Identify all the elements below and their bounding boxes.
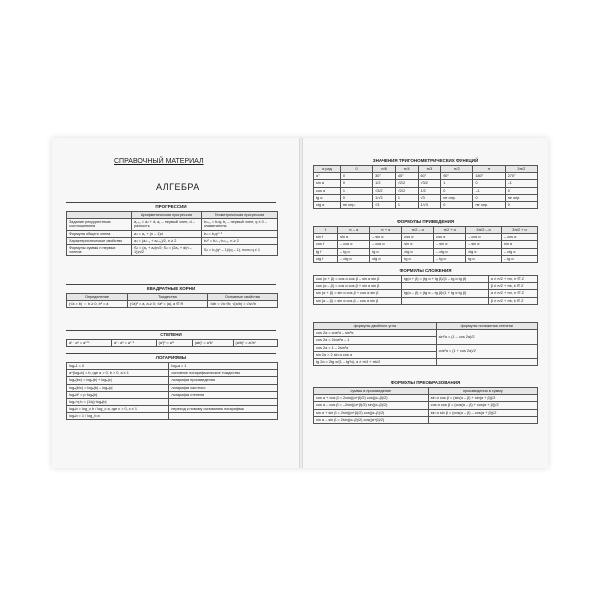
- transform-row: [314, 416, 538, 423]
- transform-cell: sin α – sin β = 2sin((α–β)/2) cos((α+β)/2): [314, 416, 429, 423]
- reduction-cell: – ctg α: [501, 248, 537, 255]
- transform-row: [314, 402, 538, 409]
- logs-title: ЛОГАРИФМЫ: [155, 355, 187, 360]
- reduction-cell: cos α: [402, 234, 434, 241]
- trig-cell: 180°: [473, 173, 505, 180]
- trig-cell: 30°: [373, 173, 396, 180]
- trig-header-cell: α рад: [314, 166, 341, 173]
- trig-cell: 1: [395, 201, 418, 208]
- transform-cell: sin α sin β = (cos(α – β) – cos(α + β))/2: [428, 409, 537, 416]
- reduction-header-cell: π + α: [370, 227, 402, 234]
- reduction-header-cell: π – α: [338, 227, 370, 234]
- open-notebook: [52, 138, 548, 468]
- logs-cell: logₐ1 = 0: [67, 363, 169, 370]
- addition-cell: tg(α + β) = (tg α + tg β)/(1 – tg α tg β): [402, 276, 489, 283]
- progressions-cell: Формулы суммы n первых членов: [67, 244, 132, 255]
- powers-cell: (a/b)ʳ = aʳ/bʳ: [233, 340, 277, 347]
- trig-header-cell: 3π/2: [505, 166, 537, 173]
- reduction-cell: – cos α: [501, 234, 537, 241]
- double-header-row: [314, 323, 538, 330]
- progressions-cell: Формула общего члена: [67, 230, 132, 237]
- divider: [66, 353, 276, 354]
- double-row: [314, 330, 538, 337]
- progressions-row: [67, 237, 278, 244]
- reduction-cell: – sin α: [434, 241, 466, 248]
- progressions-header-row: [67, 212, 278, 219]
- logs-row: [67, 406, 278, 413]
- reduction-header-cell: π/2 – α: [402, 227, 434, 234]
- transform-cell: cos α + cos β = 2cos((α+β)/2) cos((α–β)/2): [314, 395, 429, 402]
- logs-cell: логарифм степени: [169, 391, 278, 398]
- logs-row: [67, 384, 278, 391]
- trig-cell: 0: [340, 194, 372, 201]
- reduction-row: [314, 248, 538, 255]
- trig-header-cell: 0: [340, 166, 372, 173]
- reduction-cell: sin f: [314, 234, 338, 241]
- addition-cell: sin (α + β) = sin α cos β + cos α sin β: [314, 290, 402, 297]
- double-cell-empty: [436, 358, 537, 365]
- progressions-table: [66, 211, 278, 256]
- trig-cell: √3: [373, 201, 396, 208]
- trig-values-title: ЗНАЧЕНИЯ ТРИГОНОМЕТРИЧЕСКИХ ФУНКЦИЙ: [372, 158, 479, 163]
- roots-row: [67, 301, 278, 308]
- reduction-table: [313, 226, 538, 263]
- trig-cell: tg α: [314, 194, 341, 201]
- progressions-cell: aₙ = (aₙ₋₁ + aₙ₊₁)/2, n ≥ 2: [131, 237, 201, 244]
- powers-cell: (aʳ)ˢ = aʳˢ: [156, 340, 192, 347]
- powers-title: СТЕПЕНИ: [160, 332, 182, 337]
- logs-cell: логарифм частного: [169, 384, 278, 391]
- reduction-cell: – sin α: [370, 234, 402, 241]
- reduction-title: ФОРМУЛЫ ПРИВЕДЕНИЯ: [396, 219, 455, 224]
- logs-row: [67, 363, 278, 370]
- addition-table: [313, 275, 538, 305]
- progressions-cell: Характеристическое свойство: [67, 237, 132, 244]
- reduction-cell: – sin α: [466, 241, 502, 248]
- reduction-cell: – tg α: [501, 255, 537, 262]
- reduction-header-cell: 3π/2 – α: [466, 227, 502, 234]
- addition-cell: cos (α – β) = cos α cos β + sin α sin β: [314, 283, 402, 290]
- trig-row: [314, 187, 538, 194]
- trig-cell: 60°: [418, 173, 441, 180]
- trig-values-table: [313, 165, 538, 209]
- trig-header-row: [314, 166, 538, 173]
- progressions-header-cell: Арифметическая прогрессия: [131, 212, 201, 219]
- logs-cell: logₐa = 1: [169, 363, 278, 370]
- reduction-cell: cos f: [314, 241, 338, 248]
- addition-cell: sin (α – β) = sin α cos β – cos α sin β: [314, 297, 402, 304]
- double-header-cell: формулы понижения степени: [436, 323, 537, 330]
- trig-cell: √3: [418, 194, 441, 201]
- transform-cell: cos α – cos β = –2sin((α+β)/2) sin((α–β)/2): [314, 402, 429, 409]
- progressions-cell: bₙ₊₁ = bₙq; b₁ – первый член, q ≠ 0 – знаменатель: [201, 219, 277, 230]
- trig-cell: √3/2: [373, 187, 396, 194]
- trig-cell: не опр.: [473, 201, 505, 208]
- reduction-cell: tg f: [314, 248, 338, 255]
- trig-cell: α°: [314, 173, 341, 180]
- reduction-cell: – tg α: [338, 248, 370, 255]
- progressions-header-cell: Геометрическая прогрессия: [201, 212, 277, 219]
- logs-row: [67, 391, 278, 398]
- transform-cell: [428, 416, 537, 423]
- double-cell: sin 2α = 2 sin α cos α: [314, 351, 437, 358]
- roots-header-cell: Тождества: [127, 294, 207, 301]
- roots-header-cell: Основные свойства: [207, 294, 277, 301]
- powers-table: [66, 339, 278, 347]
- addition-row: [314, 283, 538, 290]
- trig-cell: 90°: [441, 173, 473, 180]
- progressions-cell: aₙ = a₁ + (n – 1)d: [131, 230, 201, 237]
- reduction-cell: sin α: [402, 241, 434, 248]
- addition-row: [314, 276, 538, 283]
- addition-cell: β ≠ π/2 + πk, k ∈ Z: [488, 297, 537, 304]
- reduction-header-row: [314, 227, 538, 234]
- transform-header-row: [314, 388, 538, 395]
- reduction-cell: sin α: [338, 234, 370, 241]
- reduction-cell: cos α: [434, 234, 466, 241]
- trig-row: [314, 180, 538, 187]
- double-header-cell: формулы двойного угла: [314, 323, 437, 330]
- divider: [66, 284, 276, 285]
- progressions-row: [67, 244, 278, 255]
- logs-row: [67, 398, 278, 405]
- left-page: [52, 138, 299, 468]
- double-cell: cos 2α = 2cos²α – 1: [314, 337, 437, 344]
- double-cell: tg 2α = 2tg α/(1 – tg²α), α ≠ π/4 + πk/2: [314, 358, 437, 365]
- trig-cell: √2/2: [395, 180, 418, 187]
- reduction-row: [314, 255, 538, 262]
- transform-title: ФОРМУЛЫ ПРЕОБРАЗОВАНИЯ: [390, 380, 461, 385]
- trig-cell: 1/√3: [418, 201, 441, 208]
- reduction-cell: ctg α: [466, 248, 502, 255]
- transform-header-cell: произведения в сумму: [428, 388, 537, 395]
- trig-cell: 1: [441, 180, 473, 187]
- transform-cell: cos α cos β = (cos(α – β) + cos(α + β))/2: [428, 402, 537, 409]
- divider: [66, 330, 276, 331]
- double-cell: cos 2α = cos²α – sin²α: [314, 330, 437, 337]
- trig-cell: 1/√3: [373, 194, 396, 201]
- trig-cell: 0: [473, 180, 505, 187]
- trig-cell: sin α: [314, 180, 341, 187]
- algebra-title: АЛГЕБРА: [156, 182, 200, 192]
- roots-cell: (√a = b) ⇔ b ≥ 0, b² = a: [67, 301, 128, 308]
- addition-row: [314, 290, 538, 297]
- transform-header-cell: суммы в произведение: [314, 388, 429, 395]
- progressions-cell: a₁₊₁ = aₙ + d; a₁ – первый член, d – разность: [131, 219, 201, 230]
- progressions-cell: bₙ² = bₙ₋₁·bₙ₊₁, n ≥ 2: [201, 237, 277, 244]
- trig-cell: 0: [441, 201, 473, 208]
- progressions-header-cell: [67, 212, 132, 219]
- transform-table: [313, 387, 538, 424]
- trig-cell: 0: [340, 173, 372, 180]
- divider: [66, 202, 276, 203]
- reduction-cell: – tg α: [434, 255, 466, 262]
- trig-header-cell: π/4: [395, 166, 418, 173]
- transform-cell: sin α cos β = (sin(α – β) + sin(α + β))/2: [428, 395, 537, 402]
- double-cell: sin²α = (1 – cos 2α)/2: [436, 330, 537, 344]
- reduction-cell: tg α: [466, 255, 502, 262]
- trig-cell: 270°: [505, 173, 537, 180]
- logs-cell: [169, 413, 278, 420]
- reduction-header-cell: f: [314, 227, 338, 234]
- trig-cell: –1: [505, 180, 537, 187]
- trig-cell: не опр.: [441, 194, 473, 201]
- addition-cell: [402, 297, 489, 304]
- logs-cell: a^(logₐb) = b, где a > 0, b > 0, a ≠ 1: [67, 370, 169, 377]
- logs-cell: логарифм произведения: [169, 377, 278, 384]
- double-row: [314, 344, 538, 351]
- reduction-cell: – ctg α: [434, 248, 466, 255]
- reduction-cell: ctg α: [370, 255, 402, 262]
- logs-cell: logₐ(bc) = logₐ|b| + logₐ|c|: [67, 377, 169, 384]
- reduction-cell: sin α: [501, 241, 537, 248]
- reduction-cell: – cos α: [370, 241, 402, 248]
- transform-row: [314, 395, 538, 402]
- trig-cell: –1: [473, 187, 505, 194]
- logs-cell: переход к новому основанию логарифма: [169, 406, 278, 413]
- addition-cell: α ≠ π/2 + πn, n ∈ Z: [488, 276, 537, 283]
- roots-cell: √ab = √a·√b; √(a/b) = √a/√b: [207, 301, 277, 308]
- logs-cell: logₐb = 1 / log_b a: [67, 413, 169, 420]
- reduction-cell: tg α: [402, 255, 434, 262]
- trig-cell: cos α: [314, 187, 341, 194]
- trig-header-cell: π: [473, 166, 505, 173]
- roots-cell: (√a)² = a, a ≥ 0; √a² = |a|, a ∈ R: [127, 301, 207, 308]
- progressions-cell: Sₙ = (a₁ + aₙ)n/2; Sₙ = (2a₁ + d(n – 1))n/2: [131, 244, 201, 255]
- reduction-header-cell: π/2 + α: [434, 227, 466, 234]
- addition-cell: cos (α + β) = cos α cos β – sin α sin β: [314, 276, 402, 283]
- reduction-cell: ctg f: [314, 255, 338, 262]
- transform-cell: sin α + sin β = 2sin((α+β)/2) cos((α–β)/2): [314, 409, 429, 416]
- trig-cell: 1/2: [418, 187, 441, 194]
- double-cell: cos 2α = 1 – 2sin²α: [314, 344, 437, 351]
- powers-cell: (ab)ʳ = aʳbʳ: [192, 340, 233, 347]
- trig-cell: √2/2: [395, 187, 418, 194]
- reduction-cell: tg α: [370, 248, 402, 255]
- logs-cell: logₐ(b/c) = logₐ|b| – logₐ|c|: [67, 384, 169, 391]
- progressions-row: [67, 219, 278, 230]
- trig-cell: 1: [395, 194, 418, 201]
- trig-cell: 0: [340, 180, 372, 187]
- reduction-row: [314, 241, 538, 248]
- trig-header-cell: π/3: [418, 166, 441, 173]
- roots-header-cell: Определение: [67, 294, 128, 301]
- logs-table: [66, 362, 278, 420]
- addition-cell: β ≠ π/2 + πk, k ∈ Z: [488, 283, 537, 290]
- progressions-cell: Задание рекуррентным соотношением: [67, 219, 132, 230]
- reduction-cell: – ctg α: [338, 255, 370, 262]
- trig-row: [314, 194, 538, 201]
- reduction-cell: ctg α: [402, 248, 434, 255]
- addition-cell: [402, 283, 489, 290]
- trig-cell: не опр.: [505, 194, 537, 201]
- reference-title: СПРАВОЧНЫЙ МАТЕРИАЛ: [114, 158, 204, 165]
- reduction-row: [314, 234, 538, 241]
- trig-header-cell: π/2: [441, 166, 473, 173]
- trig-cell: 0: [505, 201, 537, 208]
- logs-cell: основное логарифмическое тождество: [169, 370, 278, 377]
- trig-cell: не опр.: [340, 201, 372, 208]
- trig-cell: 0: [505, 187, 537, 194]
- logs-cell: [169, 398, 278, 405]
- addition-cell: α ≠ π/2 + πn, n ∈ Z: [488, 290, 537, 297]
- logs-row: [67, 377, 278, 384]
- double-angle-table: [313, 322, 538, 366]
- logs-cell: logₐ^q b = (1/q)·logₐ|b|: [67, 398, 169, 405]
- double-cell: cos²α = (1 + cos 2α)/2: [436, 344, 537, 358]
- logs-cell: logₐbᵖ = p·logₐ|b|: [67, 391, 169, 398]
- reduction-cell: – cos α: [338, 241, 370, 248]
- reduction-cell: – cos α: [466, 234, 502, 241]
- transform-row: [314, 409, 538, 416]
- addition-title: ФОРМУЛЫ СЛОЖЕНИЯ: [399, 268, 452, 273]
- progressions-title: ПРОГРЕССИИ: [155, 204, 187, 209]
- progressions-cell: Sₙ = b₁(qⁿ – 1)/(q – 1), если q ≠ 1: [201, 244, 277, 255]
- reduction-header-cell: 3π/2 + α: [501, 227, 537, 234]
- trig-cell: 0: [441, 187, 473, 194]
- double-row: [314, 358, 538, 365]
- powers-cell: aʳ · aˢ = aʳ⁺ˢ: [67, 340, 112, 347]
- roots-title: КВАДРАТНЫЕ КОРНИ: [146, 286, 196, 291]
- progressions-row: [67, 230, 278, 237]
- logs-cell: logₐb = log_c b / log_c a, где c > 0, c ≠ 1: [67, 406, 169, 413]
- roots-header-row: [67, 294, 278, 301]
- progressions-cell: bₙ = b₁qⁿ⁻¹: [201, 230, 277, 237]
- trig-cell: √3/2: [418, 180, 441, 187]
- trig-row: [314, 173, 538, 180]
- trig-cell: 0: [473, 194, 505, 201]
- trig-header-cell: π/6: [373, 166, 396, 173]
- addition-row: [314, 297, 538, 304]
- roots-table: [66, 293, 278, 308]
- addition-cell: tg(α – β) = (tg α – tg β)/(1 + tg α tg β): [402, 290, 489, 297]
- logs-row: [67, 413, 278, 420]
- trig-cell: ctg α: [314, 201, 341, 208]
- right-page: [303, 138, 548, 468]
- powers-cell: aʳ : aˢ = aʳ⁻ˢ: [111, 340, 156, 347]
- trig-row: [314, 201, 538, 208]
- trig-cell: 1/2: [373, 180, 396, 187]
- powers-row: [67, 340, 278, 347]
- logs-row: [67, 370, 278, 377]
- trig-cell: 1: [340, 187, 372, 194]
- trig-cell: 45°: [395, 173, 418, 180]
